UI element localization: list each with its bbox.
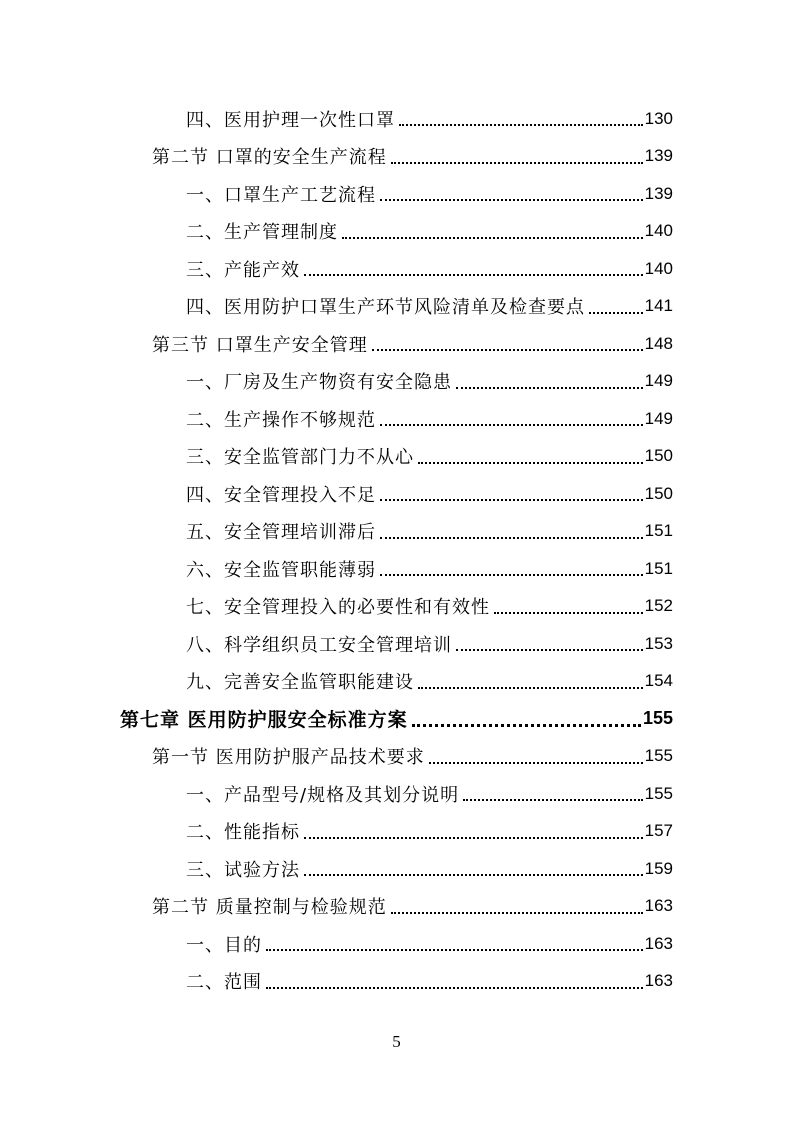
toc-entry[interactable]: [186, 475, 673, 512]
toc-entry-title: 二、生产管理制度: [186, 222, 338, 243]
dot-leader: [380, 175, 643, 212]
toc-entry-page: 157: [644, 821, 673, 840]
dot-leader: [342, 213, 643, 250]
toc-entry[interactable]: [152, 325, 673, 362]
toc-entry-title: 五、安全管理培训滞后: [186, 522, 376, 543]
toc-entry-title: 八、科学组织员工安全管理培训: [186, 634, 452, 656]
dot-leader: [304, 813, 643, 850]
toc-entry-title: 一、产品型号/规格及其划分说明: [186, 784, 460, 806]
toc-entry-title: 二、生产操作不够规范: [186, 409, 376, 431]
dot-leader: [304, 850, 643, 887]
toc-entry-title: 四、安全管理投入不足: [186, 484, 376, 506]
toc-entry-page: 163: [644, 933, 673, 953]
toc-entry-title: 一、厂房及生产物资有安全隐患: [186, 372, 452, 393]
toc-entry-title: 二、性能指标: [186, 822, 300, 843]
toc-entry-page: 141: [644, 296, 673, 315]
toc-entry-page: 159: [644, 858, 673, 878]
toc-entry-page: 154: [644, 671, 673, 690]
toc-entry-title: 七、安全管理投入的必要性和有效性: [186, 597, 490, 618]
toc-entry-title: 四、医用防护口罩生产环节风险清单及检查要点: [186, 297, 585, 318]
dot-leader: [391, 888, 643, 925]
toc-entry-page: 155: [644, 783, 673, 803]
dot-leader: [412, 700, 641, 737]
toc-entry[interactable]: [186, 438, 673, 475]
toc-entry-title: 三、安全监管部门力不从心: [186, 447, 414, 468]
dot-leader: [372, 325, 643, 362]
toc-entry[interactable]: [186, 925, 673, 962]
toc-entry-title: 第三节 口罩生产安全管理: [152, 334, 368, 356]
toc-entry-page: 148: [644, 333, 673, 353]
dot-leader: [380, 400, 643, 437]
toc-entry-page: 149: [644, 408, 673, 428]
dot-leader: [429, 738, 643, 775]
dot-leader: [391, 138, 643, 175]
toc-entry-page: 163: [644, 971, 673, 990]
toc-entry-title: 第二节 质量控制与检验规范: [152, 897, 387, 918]
toc-entry[interactable]: [186, 213, 673, 250]
toc-entry[interactable]: [186, 550, 673, 587]
toc-entry-title: 一、目的: [186, 934, 262, 956]
dot-leader: [418, 438, 643, 475]
dot-leader: [589, 288, 643, 325]
toc-entry[interactable]: [186, 588, 673, 625]
toc-entry-title: 三、试验方法: [186, 859, 300, 881]
dot-leader: [456, 625, 643, 662]
dot-leader: [380, 475, 643, 512]
toc-entry[interactable]: [186, 513, 673, 550]
toc-entry-page: 139: [644, 146, 673, 165]
toc-entry[interactable]: [186, 963, 673, 1000]
toc-entry[interactable]: [152, 138, 673, 175]
toc-entry[interactable]: [152, 738, 673, 775]
toc-entry-title: 三、产能产效: [186, 259, 300, 281]
toc-entry-page: 155: [642, 708, 673, 728]
dot-leader: [266, 963, 643, 1000]
toc-entry-page: 151: [644, 521, 673, 540]
toc-entry-title: 第七章 医用防护服安全标准方案: [120, 709, 408, 731]
toc-entry[interactable]: [186, 250, 673, 287]
toc-entry[interactable]: [186, 663, 673, 700]
toc-entry-title: 第一节 医用防护服产品技术要求: [152, 747, 425, 768]
toc-entry-title: 六、安全监管职能薄弱: [186, 559, 376, 581]
toc-entry-page: 139: [644, 183, 673, 203]
toc-entry-page: 140: [644, 221, 673, 240]
toc-entry-page: 140: [644, 258, 673, 278]
toc-entry[interactable]: [186, 363, 673, 400]
toc-entry[interactable]: [186, 400, 673, 437]
toc-entry-page: 163: [644, 896, 673, 915]
dot-leader: [494, 588, 643, 625]
dot-leader: [399, 100, 643, 137]
toc-entry-title: 一、口罩生产工艺流程: [186, 184, 376, 206]
dot-leader: [418, 663, 643, 700]
toc-entry[interactable]: [186, 100, 673, 137]
page-number: 5: [392, 1032, 401, 1051]
toc-entry-page: 152: [644, 596, 673, 615]
dot-leader: [456, 363, 643, 400]
toc-entry-page: 150: [644, 446, 673, 465]
toc-entry[interactable]: [186, 775, 673, 812]
toc-entry-page: 155: [644, 746, 673, 765]
dot-leader: [380, 550, 643, 587]
toc-entry-page: 130: [644, 108, 673, 128]
toc-entry[interactable]: [186, 625, 673, 662]
toc-entry-page: 153: [644, 633, 673, 653]
toc-entry[interactable]: [186, 813, 673, 850]
toc-entry[interactable]: [186, 175, 673, 212]
toc-entry-title: 九、完善安全监管职能建设: [186, 672, 414, 693]
toc-entry[interactable]: [186, 288, 673, 325]
toc-entry-title: 四、医用护理一次性口罩: [186, 109, 395, 131]
toc-entry-title: 第二节 口罩的安全生产流程: [152, 147, 387, 168]
toc-entry-page: 150: [644, 483, 673, 503]
toc-entry-page: 151: [644, 558, 673, 578]
toc-entry-title: 二、范围: [186, 972, 262, 993]
dot-leader: [266, 925, 643, 962]
toc-chapter-entry[interactable]: [120, 700, 673, 737]
toc-entry[interactable]: [152, 888, 673, 925]
dot-leader: [463, 775, 643, 812]
dot-leader: [304, 250, 643, 287]
dot-leader: [380, 513, 643, 550]
toc-entry[interactable]: [186, 850, 673, 887]
toc-entry-page: 149: [644, 371, 673, 390]
